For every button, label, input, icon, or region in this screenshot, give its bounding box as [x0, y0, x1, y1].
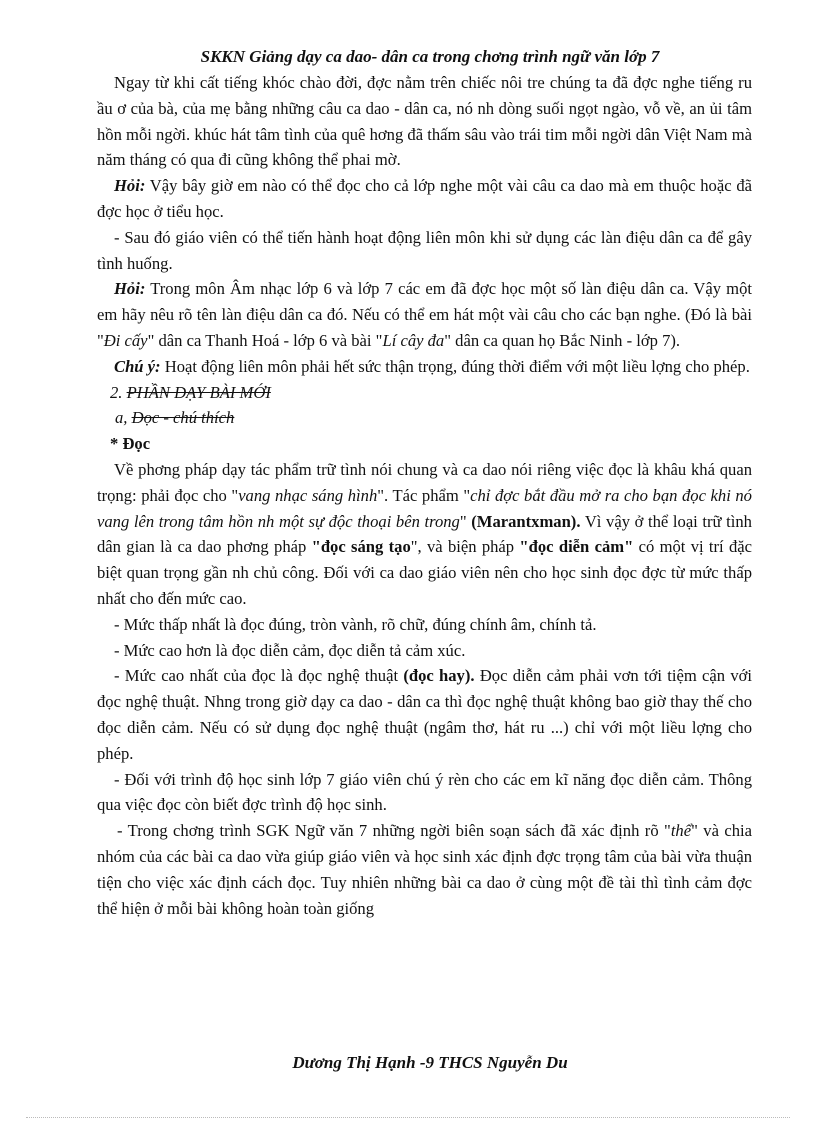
question-label: Hỏi:	[114, 176, 146, 196]
question-paragraph-1	[97, 173, 752, 225]
method-term: "đọc diễn cảm"	[519, 537, 634, 557]
body-text: " và chia nhóm của các bài ca dao vừa giúp giáo viên và học sinh xác định đợc trọng tâm của bài vừa thuận tiện cho việc xác định cách đọc. Tuy nhiên những bài ca dao ở cùng một đề tài thì tình cảm đợc thể hiện ở mỗi bài không hoàn toàn giống	[97, 821, 753, 918]
method-paragraph	[97, 457, 752, 612]
activity-paragraph: - Sau đó giáo viên có thể tiến hành hoạt động liên môn khi sử dụng các làn điệu dân ca để gây tình huống.	[97, 227, 752, 273]
question-text: Trong môn Âm nhạc lớp 6 và lớp 7 các em đã đợc học một số làn điệu dân ca. Vậy một em hãy nêu rõ tên làn điệu dân ca đó. Nếu có thể em hát một vài câu cho các bạn nghe. (Đó là bài "	[97, 279, 752, 350]
body-text: Đọc diễn cảm phải vơn tới tiệm cận với đọc nghệ thuật. Nhng trong giờ dạy ca dao - dân ca thì đọc nghệ thuật không bao giờ thay thế cho đọc diễn cảm. Nếu có sử dụng đọc nghệ thuật (ngâm thơ, hát ru ...) chỉ với một liều lợng cho phép.	[97, 666, 753, 763]
body-text: "	[459, 511, 472, 531]
section-number: 2.	[110, 382, 127, 402]
intro-paragraph: Ngay từ khi cất tiếng khóc chào đời, đợc nằm trên chiếc nôi tre chúng ta đã đợc nghe tiếng ru ầu ơ của bà, của mẹ bằng những câu ca dao - dân ca, nó nh dòng suối ngọt ngào, vỗ về, an ủi tâm hồn mỗi ngời. khúc hát tâm tình của quê hơng đã thấm sâu vào trái tim mỗi ngời dân Việt Nam mà năm tháng có qua đi cũng không thể phai mờ.	[97, 73, 752, 170]
body-text: - Mức cao nhất của đọc là đọc nghệ thuật	[114, 666, 404, 686]
question-text: Vậy bây giờ em nào có thể đọc cho cả lớp nghe một vài câu ca dao mà em thuộc hoặc đã đợc học ở tiểu học.	[97, 176, 752, 221]
body-text: Vì vậy ở thể loại trữ tình dân gian là ca dao phơng pháp	[97, 511, 752, 557]
quote-text: thể	[670, 821, 692, 841]
body-text: ", và biện pháp	[410, 537, 520, 557]
page-footer: Dương Thị Hạnh -9 THCS Nguyễn Du	[292, 1053, 568, 1072]
body-text: ". Tác phẩm "	[377, 485, 471, 505]
author-citation: (Marantxman).	[471, 511, 581, 531]
subsection-title: Đọc - chú thích	[131, 408, 235, 428]
question-paragraph-2	[97, 276, 752, 353]
list-item: - Mức cao hơn là đọc diễn cảm, đọc diễn tả cảm xúc.	[114, 640, 466, 660]
emphasis-term: (đọc hay).	[403, 666, 475, 686]
list-item: - Đối với trình độ học sinh lớp 7 giáo viên chú ý rèn cho các em kĩ năng đọc diễn cảm. Thông qua việc đọc còn biết đợc trình độ học sinh.	[97, 769, 752, 815]
method-term: "đọc sáng tạo	[311, 537, 411, 557]
question-text: " dân ca quan họ Bắc Ninh - lớp 7).	[444, 330, 681, 350]
quote-text: vang nhạc sáng hình	[238, 485, 378, 505]
body-text: - Trong chơng trình SGK Ngữ văn 7 những ngời biên soạn sách đã xác định rõ "	[117, 821, 671, 841]
song-title: Đi cấy	[103, 330, 148, 350]
page-header: SKKN Giảng dạy ca dao- dân ca trong chơng trình ngữ văn lớp 7	[200, 47, 660, 66]
page-divider	[26, 1117, 790, 1118]
question-label: Hỏi:	[114, 279, 146, 299]
body-text: có một vị trí đặc biệt quan trọng gần nh chủ công. Đối với ca dao giáo viên nên cho học sinh đọc đợc từ mức thấp nhất cho đến mức cao.	[97, 537, 753, 608]
song-title: Lí cây đa	[382, 330, 445, 350]
subsection-heading	[97, 405, 752, 431]
list-item	[97, 663, 752, 766]
quote-text: chỉ đợc bắt đầu mở ra cho bạn đọc khi nó vang lên trong tâm hồn nh một sự độc thoại bên trong	[97, 485, 752, 531]
body-text: Về phơng pháp dạy tác phẩm trữ tình nói chung và ca dao nói riêng việc đọc là khâu khá quan trọng: phải đọc cho "	[97, 459, 752, 505]
question-text: " dân ca Thanh Hoá - lớp 6 và bài "	[147, 330, 383, 350]
reading-heading: * Đọc	[110, 434, 151, 454]
note-paragraph	[97, 354, 752, 380]
list-item: - Mức thấp nhất là đọc đúng, tròn vành, rõ chữ, đúng chính âm, chính tả.	[114, 614, 597, 634]
subsection-label: a,	[115, 408, 132, 428]
note-text: Hoạt động liên môn phải hết sức thận trọng, đúng thời điểm với một liều lợng cho phép.	[160, 356, 750, 376]
section-heading	[97, 380, 752, 406]
note-label: Chú ý:	[114, 356, 161, 376]
list-item	[97, 818, 752, 921]
document-body	[97, 70, 752, 921]
section-title: PHẦN DẠY BÀI MỚI	[126, 382, 271, 402]
